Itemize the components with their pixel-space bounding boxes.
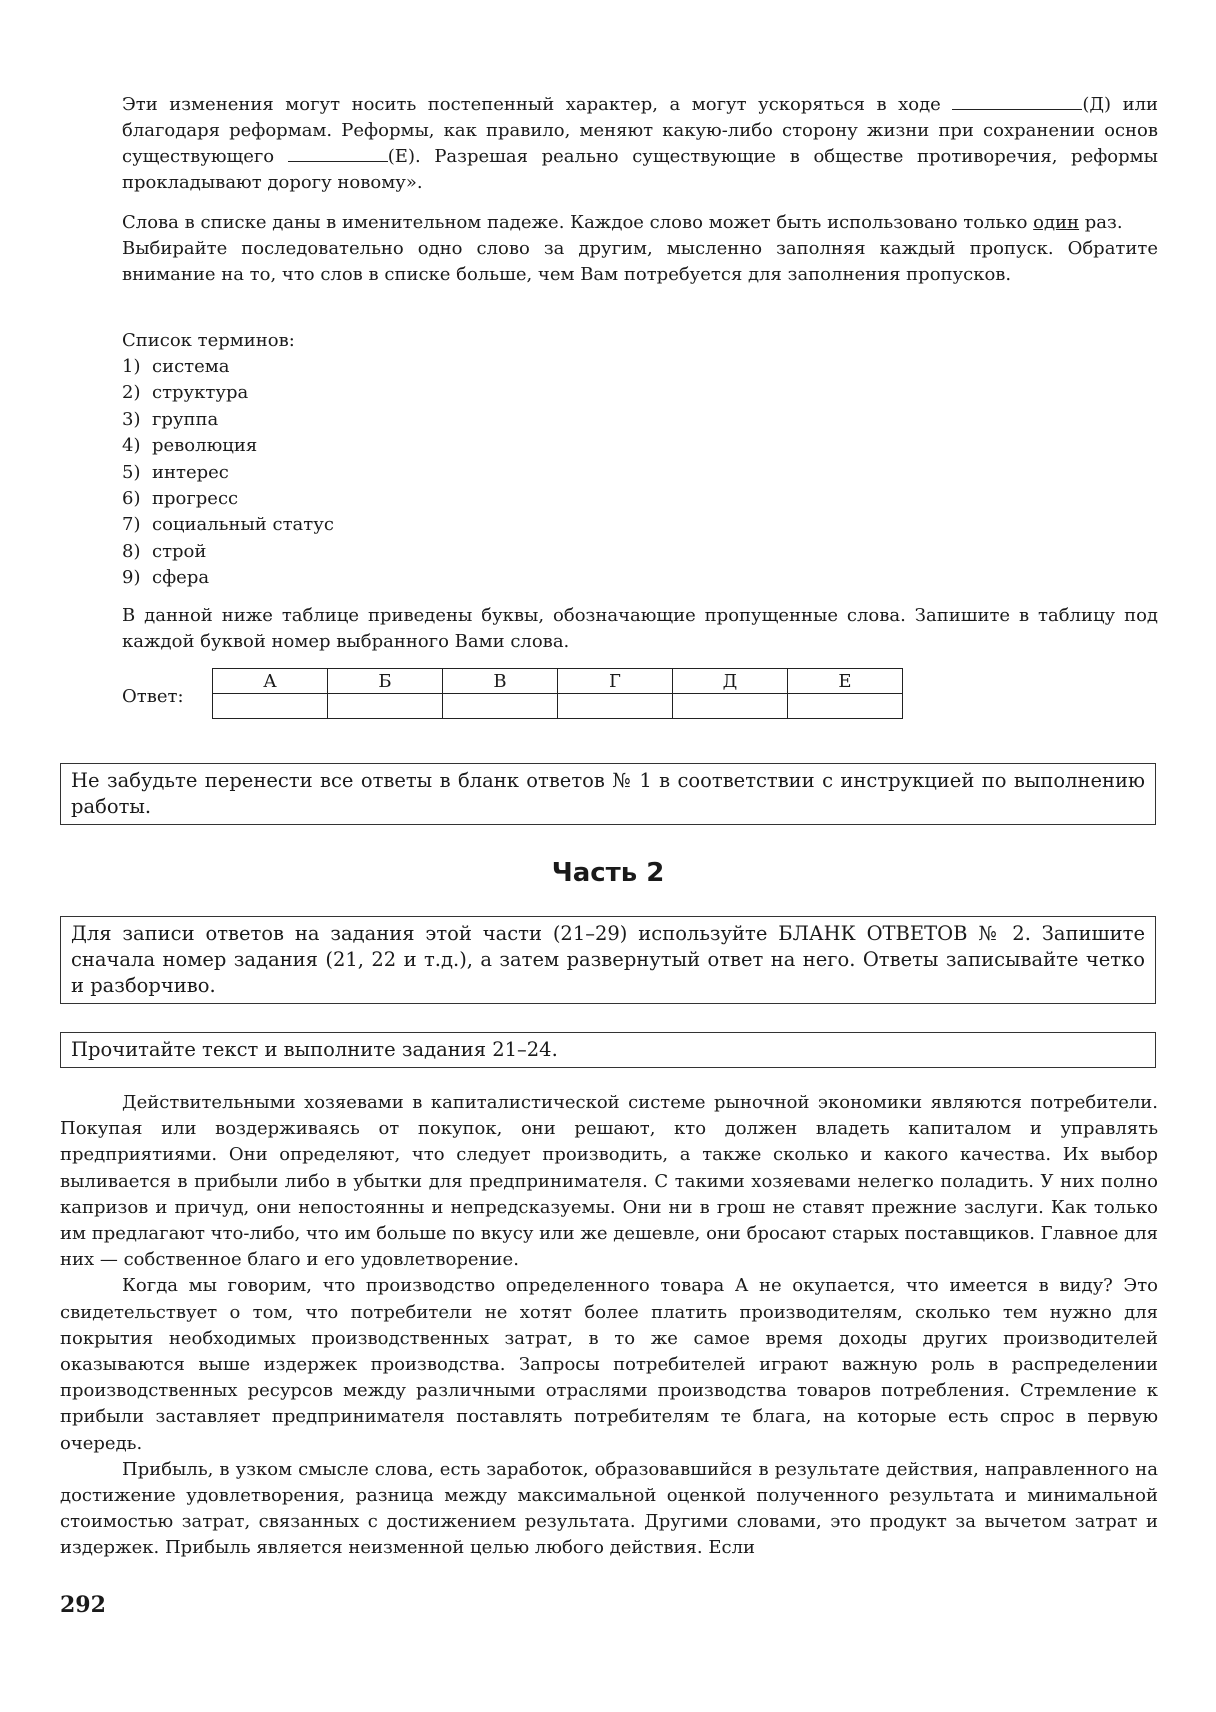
term-label: социальный статус bbox=[152, 514, 334, 536]
terms-section bbox=[122, 328, 1158, 592]
instruction-paragraph-3: Выбирайте последовательно одно слово за другим, мысленно заполняя каждый пропуск. Обратите внимание на то, что слов в списке больше, чем Вам потребуется для заполнения пропусков. bbox=[122, 238, 1158, 285]
blank-d bbox=[952, 93, 1082, 110]
intro-section bbox=[122, 92, 1158, 196]
term-item bbox=[122, 380, 1158, 406]
answer-cell[interactable] bbox=[558, 694, 673, 719]
term-item bbox=[122, 354, 1158, 380]
terms-title: Список терминов: bbox=[122, 330, 295, 351]
term-number: 3) bbox=[122, 408, 141, 430]
instruction-text-b: раз. bbox=[1079, 212, 1123, 233]
blank-e bbox=[288, 145, 388, 162]
intro-paragraph-1 bbox=[122, 92, 1158, 196]
answer-letter: Д bbox=[673, 669, 788, 694]
read-text-notice: Прочитайте текст и выполните задания 21–24. bbox=[60, 1032, 1156, 1068]
term-label: система bbox=[152, 356, 230, 377]
term-label: строй bbox=[152, 540, 207, 562]
term-label: сфера bbox=[152, 567, 210, 589]
intro-text-b: или благодаря реформам. Реформы, как правило, меняют какую-либо сторону жизни при сохранении основ существующего bbox=[122, 94, 1158, 167]
instructions-section bbox=[122, 210, 1158, 288]
answer-letter: В bbox=[443, 669, 558, 694]
marker-d: (Д) bbox=[1082, 94, 1112, 115]
intro-text-c: Разрешая реально существующие в обществе противоречия, реформы прокладывают дорогу новому». bbox=[122, 146, 1158, 193]
answer-table bbox=[212, 668, 903, 719]
term-item bbox=[122, 433, 1158, 459]
term-label: прогресс bbox=[152, 488, 239, 510]
term-label: революция bbox=[152, 435, 258, 457]
underlined-word: один bbox=[1033, 212, 1080, 233]
term-label: интерес bbox=[152, 461, 229, 483]
table-instruction: В данной ниже таблице приведены буквы, обозначающие пропущенные слова. Запишите в таблицу под каждой буквой номер выбранного Вами слова. bbox=[122, 605, 1158, 652]
answer-section bbox=[122, 668, 1158, 726]
term-number: 8) bbox=[122, 540, 141, 562]
instruction-paragraph-2 bbox=[122, 210, 1158, 236]
passage-paragraph-1: Действительными хозяевами в капиталистической системе рыночной экономики являются потребители. Покупая или воздерживаясь от покупок, они решают, кто должен владеть капиталом и управлять предприятиями. Они определяют, что следует производить, а также сколько и какого качества. Их выбор выливается в прибыли либо в убытки для предпринимателя. С такими хозяевами нелегко поладить. У них полно капризов и причуд, они непостоянны и непредсказуемы. Они ни в грош не ставят прежние заслуги. Как только им предлагают что-либо, что им больше по вкусу или же дешевле, они бросают старых поставщиков. Главное для них — собственное благо и его удовлетворение. bbox=[60, 1092, 1158, 1271]
instruction-text-a: Слова в списке даны в именительном падеже. Каждое слово может быть использовано только bbox=[122, 212, 1034, 233]
term-number: 4) bbox=[122, 435, 141, 457]
answer-letter: Е bbox=[788, 669, 903, 694]
answer-cell[interactable] bbox=[673, 694, 788, 719]
answer-cell[interactable] bbox=[788, 694, 903, 719]
answer-cell[interactable] bbox=[213, 694, 328, 719]
term-number: 6) bbox=[122, 488, 141, 510]
reading-passage bbox=[60, 1090, 1158, 1562]
answer-form-notice: Для записи ответов на задания этой части (21–29) используйте БЛАНК ОТВЕТОВ № 2. Запишите сначала номер задания (21, 22 и т.д.), а затем развернутый ответ на него. Ответы записывайте четко и разборчиво. bbox=[60, 916, 1156, 1004]
term-number: 5) bbox=[122, 461, 141, 483]
part-2-heading: Часть 2 bbox=[551, 858, 665, 888]
term-item bbox=[122, 565, 1158, 591]
term-item bbox=[122, 460, 1158, 486]
term-item bbox=[122, 539, 1158, 565]
answer-letter: Г bbox=[558, 669, 673, 694]
term-number: 2) bbox=[122, 382, 141, 404]
terms-list bbox=[122, 354, 1158, 592]
passage-paragraph-3: Прибыль, в узком смысле слова, есть заработок, образовавшийся в результате действия, направленного на достижение удовлетворения, разница между максимальной оценкой полученного результата и минимальной стоимостью затрат, связанных с достижением результата. Другими словами, это продукт за вычетом затрат и издержек. Прибыль является неизменной целью любого действия. Если bbox=[60, 1458, 1158, 1559]
answer-letter: Б bbox=[328, 669, 443, 694]
intro-text-a: Эти изменения могут носить постепенный характер, а могут ускоряться в ходе bbox=[122, 94, 953, 115]
term-label: структура bbox=[152, 382, 249, 404]
answer-letters-row bbox=[213, 669, 903, 694]
term-number: 7) bbox=[122, 514, 141, 536]
answer-letter: А bbox=[213, 669, 328, 694]
passage-paragraph-2: Когда мы говорим, что производство определенного товара А не окупается, что имеется в виду? Это свидетельствует о том, что потребители не хотят более платить производителям, сколько тем нужно для покрытия необходимых производственных затрат, в то же самое время доходы других производителей оказываются выше издержек производства. Запросы потребителей играют важную роль в распределении производственных ресурсов между различными отраслями производства товаров потребления. Стремление к прибыли заставляет предпринимателя поставлять потребителям те блага, на которые есть спрос в первую очередь. bbox=[60, 1275, 1158, 1454]
term-item bbox=[122, 512, 1158, 538]
term-item bbox=[122, 486, 1158, 512]
term-number: 1) bbox=[122, 356, 141, 377]
page-number: 292 bbox=[60, 1592, 106, 1618]
answer-input-row bbox=[213, 694, 903, 719]
transfer-answers-notice: Не забудьте перенести все ответы в бланк ответов № 1 в соответствии с инструкцией по выполнению работы. bbox=[60, 763, 1156, 825]
term-label: группа bbox=[152, 408, 219, 430]
term-item bbox=[122, 407, 1158, 433]
answer-cell[interactable] bbox=[443, 694, 558, 719]
marker-e: (Е). bbox=[387, 146, 421, 167]
term-number: 9) bbox=[122, 567, 141, 589]
answer-label: Ответ: bbox=[122, 686, 184, 707]
answer-cell[interactable] bbox=[328, 694, 443, 719]
table-instruction-section bbox=[122, 603, 1158, 655]
